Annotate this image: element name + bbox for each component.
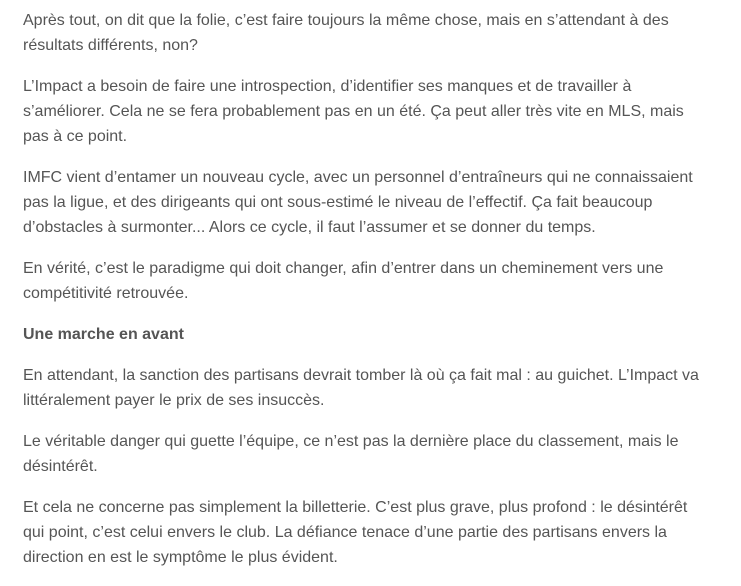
paragraph-introspection: L’Impact a besoin de faire une introspection, d’identifier ses manques et de travailler à s’améliorer. Cela ne se fera probablement pas en un été. Ça peut aller très vite en MLS, mais pas à ce point. [23,78,684,145]
section-subheading: Une marche en avant [23,326,184,343]
paragraph-sanction: En attendant, la sanction des partisans devrait tomber là où ça fait mal : au guichet. L’Impact va littéralement payer le prix de ses insuccès. [23,367,699,409]
paragraph-folie: Après tout, on dit que la folie, c’est faire toujours la même chose, mais en s’attendant à des résultats différents, non? [23,12,669,54]
paragraph-danger: Le véritable danger qui guette l’équipe, ce n’est pas la dernière place du classement, mais le désintérêt. [23,433,679,475]
paragraph-paradigme: En vérité, c’est le paradigme qui doit changer, afin d’entrer dans un cheminement vers une compétitivité retrouvée. [23,260,664,302]
article-body [23,8,713,586]
paragraph-billetterie: Et cela ne concerne pas simplement la billetterie. C’est plus grave, plus profond : le désintérêt qui point, c’est celui envers le club. La défiance tenace d’une partie des partisans envers la direction en est le symptôme le plus évident. [23,499,688,566]
paragraph-nouveau-cycle: IMFC vient d’entamer un nouveau cycle, avec un personnel d’entraîneurs qui ne connaissaient pas la ligue, et des dirigeants qui ont sous-estimé le niveau de l’effectif. Ça fait beaucoup d’obstacles à surmonter... Alors ce cycle, il faut l’assumer et se donner du temps. [23,169,693,236]
